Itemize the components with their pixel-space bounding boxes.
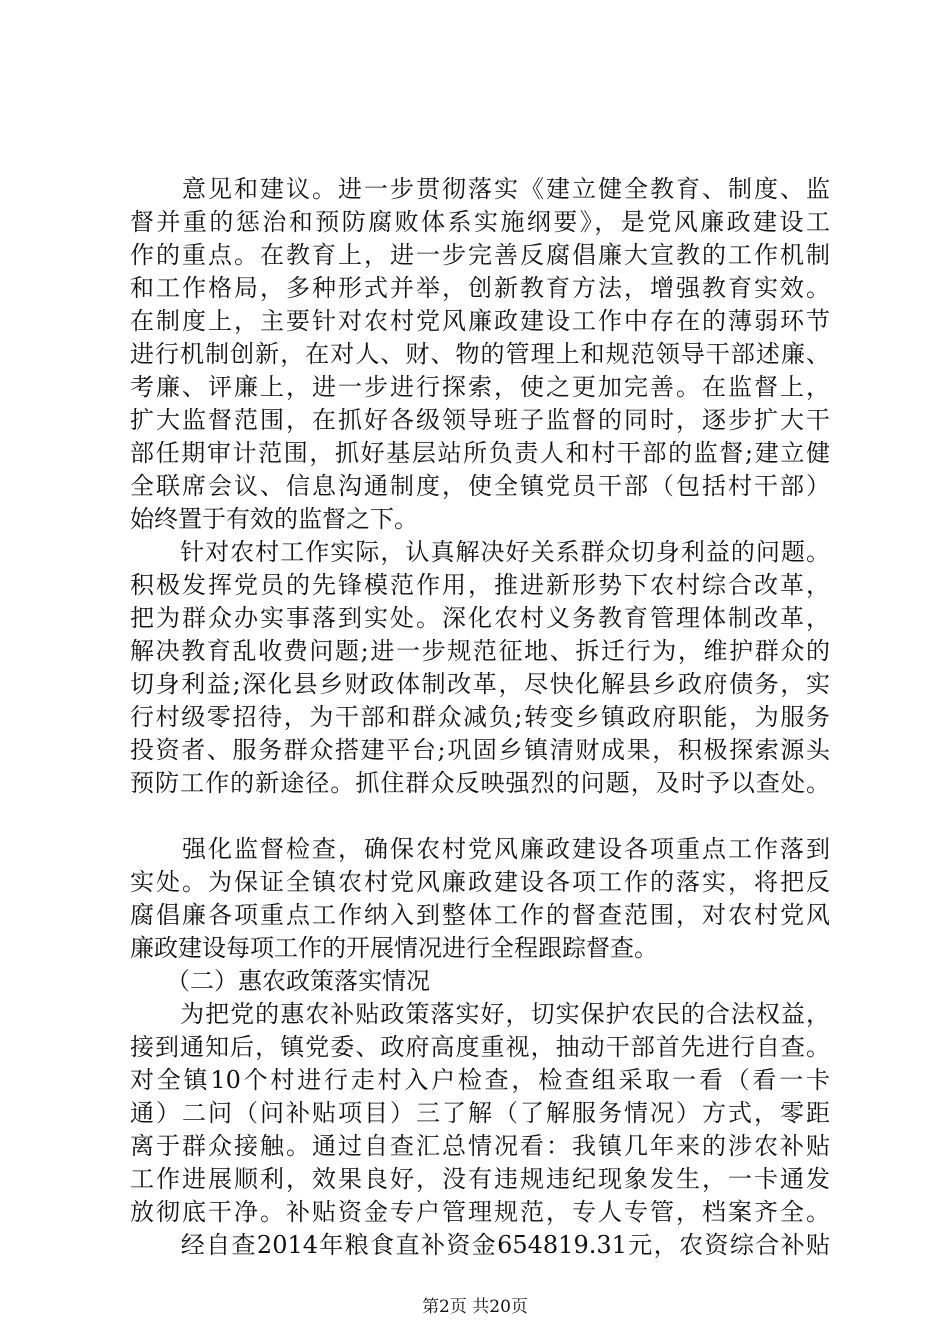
text-line: 在制度上，主要针对农村党风廉政建设工作中存在的薄弱环节 <box>130 307 830 335</box>
text-line: 针对农村工作实际，认真解决好关系群众切身利益的问题。 <box>130 538 830 566</box>
text-line: 进行机制创新，在对人、财、物的管理上和规范领导干部述廉、 <box>130 340 830 368</box>
text-line: 全联席会议、信息沟通制度，使全镇党员干部（包括村干部） <box>130 472 830 500</box>
text-line: 腐倡廉各项重点工作纳入到整体工作的督查范围，对农村党风 <box>130 901 830 929</box>
text-line: 为把党的惠农补贴政策落实好，切实保护农民的合法权益， <box>130 1000 830 1028</box>
text-line: 始终置于有效的监督之下。 <box>130 505 418 533</box>
text-line: 强化监督检查，确保农村党风廉政建设各项重点工作落到 <box>130 835 830 863</box>
text-line: 扩大监督范围，在抓好各级领导班子监督的同时，逐步扩大干 <box>130 406 830 434</box>
text-line: 离于群众接触。通过自查汇总情况看：我镇几年来的涉农补贴 <box>130 1132 830 1160</box>
text-line: 对全镇10个村进行走村入户检查，检查组采取一看（看一卡 <box>130 1066 830 1094</box>
text-line: 切身利益;深化县乡财政体制改革，尽快化解县乡政府债务，实 <box>130 670 830 698</box>
text-line: 通）二问（问补贴项目）三了解（了解服务情况）方式，零距 <box>130 1099 830 1127</box>
text-line: 考廉、评廉上，进一步进行探索，使之更加完善。在监督上， <box>130 373 830 401</box>
section-heading: （二）惠农政策落实情况 <box>130 967 430 995</box>
text-line: 投资者、服务群众搭建平台;巩固乡镇清财成果，积极探索源头 <box>130 736 830 764</box>
text-line: 把为群众办实事落到实处。深化农村义务教育管理体制改革， <box>130 604 830 632</box>
page-number-footer: 第2页 共20页 <box>422 1297 528 1317</box>
text-line: 行村级零招待，为干部和群众减负;转变乡镇政府职能，为服务 <box>130 703 830 731</box>
text-line: 部任期审计范围，抓好基层站所负责人和村干部的监督;建立健 <box>130 439 830 467</box>
text-line: 廉政建设每项工作的开展情况进行全程跟踪督查。 <box>130 934 658 962</box>
text-line: 工作进展顺利，效果良好，没有违规违纪现象发生，一卡通发 <box>130 1165 830 1193</box>
text-line: 作的重点。在教育上，进一步完善反腐倡廉大宣教的工作机制 <box>130 241 830 269</box>
text-line: 经自查2014年粮食直补资金654819.31元，农资综合补贴 <box>130 1231 830 1259</box>
text-line: 预防工作的新途径。抓住群众反映强烈的问题，及时予以查处。 <box>130 769 830 797</box>
text-line: 解决教育乱收费问题;进一步规范征地、拆迁行为，维护群众的 <box>130 637 830 665</box>
text-line: 意见和建议。进一步贯彻落实《建立健全教育、制度、监 <box>130 175 830 203</box>
text-line: 实处。为保证全镇农村党风廉政建设各项工作的落实，将把反 <box>130 868 830 896</box>
text-line: 和工作格局，多种形式并举，创新教育方法，增强教育实效。 <box>130 274 830 302</box>
text-line: 接到通知后，镇党委、政府高度重视，抽动干部首先进行自查。 <box>130 1033 830 1061</box>
text-line: 放彻底干净。补贴资金专户管理规范，专人专管，档案齐全。 <box>130 1198 830 1226</box>
text-line: 督并重的惩治和预防腐败体系实施纲要》，是党风廉政建设工 <box>130 208 830 236</box>
text-line: 积极发挥党员的先锋模范作用，推进新形势下农村综合改革， <box>130 571 830 599</box>
